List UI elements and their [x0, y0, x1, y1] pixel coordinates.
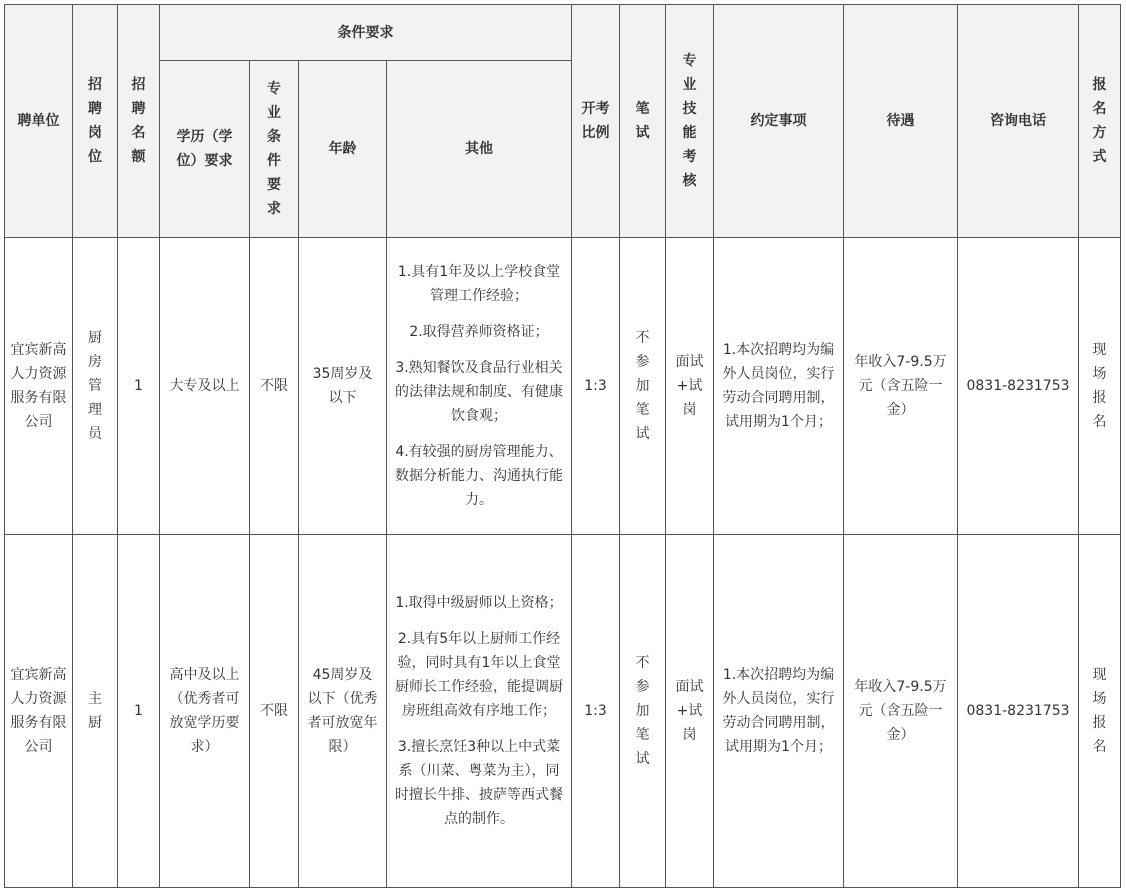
header-education: 学历（学位）要求 [160, 61, 250, 238]
cell-ratio: 1:3 [572, 535, 620, 888]
cell-signup: 现场报名 [1079, 238, 1121, 535]
cell-agreement: 1.本次招聘均为编外人员岗位，实行劳动合同聘用制，试用期为1个月； [714, 238, 844, 535]
cell-skill: 面试+试岗 [666, 535, 714, 888]
cell-quota: 1 [118, 535, 160, 888]
recruitment-table [4, 4, 1121, 888]
header-position: 招聘岗位 [73, 5, 118, 238]
other-item: 4.有较强的厨房管理能力、数据分析能力、沟通执行能力。 [395, 444, 563, 508]
cell-quota: 1 [118, 238, 160, 535]
header-age: 年龄 [299, 61, 387, 238]
cell-ratio: 1:3 [572, 238, 620, 535]
table-row [5, 535, 1121, 888]
header-ratio: 开考比例 [572, 5, 620, 238]
cell-written: 不参加笔试 [620, 535, 666, 888]
cell-signup: 现场报名 [1079, 535, 1121, 888]
other-item: 1.取得中级厨师以上资格； [395, 595, 563, 611]
cell-other [387, 238, 572, 535]
cell-age: 35周岁及以下 [299, 238, 387, 535]
cell-major: 不限 [250, 238, 299, 535]
other-item: 1.具有1年及以上学校食堂管理工作经验； [397, 264, 561, 304]
cell-phone: 0831-8231753 [958, 535, 1079, 888]
cell-position: 厨房管理员 [73, 238, 118, 535]
cell-unit: 宜宾新高人力资源服务有限公司 [5, 535, 73, 888]
cell-major: 不限 [250, 535, 299, 888]
cell-agreement: 1.本次招聘均为编外人员岗位，实行劳动合同聘用制，试用期为1个月； [714, 535, 844, 888]
cell-education: 高中及以上（优秀者可放宽学历要求） [160, 535, 250, 888]
cell-salary: 年收入7-9.5万元（含五险一金） [844, 238, 958, 535]
header-skill: 专业技能考核 [666, 5, 714, 238]
header-signup: 报名方式 [1079, 5, 1121, 238]
other-item: 3.熟知餐饮及食品行业相关的法律法规和制度、有健康饮食观； [395, 360, 563, 424]
header-written: 笔试 [620, 5, 666, 238]
cell-skill: 面试+试岗 [666, 238, 714, 535]
header-unit: 聘单位 [5, 5, 73, 238]
header-phone: 咨询电话 [958, 5, 1079, 238]
header-other: 其他 [387, 61, 572, 238]
other-item: 2.取得营养师资格证； [409, 324, 549, 340]
header-salary: 待遇 [844, 5, 958, 238]
cell-education: 大专及以上 [160, 238, 250, 535]
header-major: 专业条件要求 [250, 61, 299, 238]
cell-written: 不参加笔试 [620, 238, 666, 535]
cell-phone: 0831-8231753 [958, 238, 1079, 535]
cell-unit: 宜宾新高人力资源服务有限公司 [5, 238, 73, 535]
other-item: 3.擅长烹饪3种以上中式菜系（川菜、粤菜为主），同时擅长牛排、披萨等西式餐点的制作。 [395, 739, 563, 827]
cell-age: 45周岁及以下（优秀者可放宽年限） [299, 535, 387, 888]
cell-position: 主厨 [73, 535, 118, 888]
header-conditions: 条件要求 [160, 5, 572, 61]
table-row [5, 238, 1121, 535]
other-item: 2.具有5年以上厨师工作经验，同时具有1年以上食堂厨师长工作经验，能提调厨房班组高效有序地工作； [395, 631, 563, 719]
header-agreement: 约定事项 [714, 5, 844, 238]
header-quota: 招聘名额 [118, 5, 160, 238]
cell-other [387, 535, 572, 888]
cell-salary: 年收入7-9.5万元（含五险一金） [844, 535, 958, 888]
